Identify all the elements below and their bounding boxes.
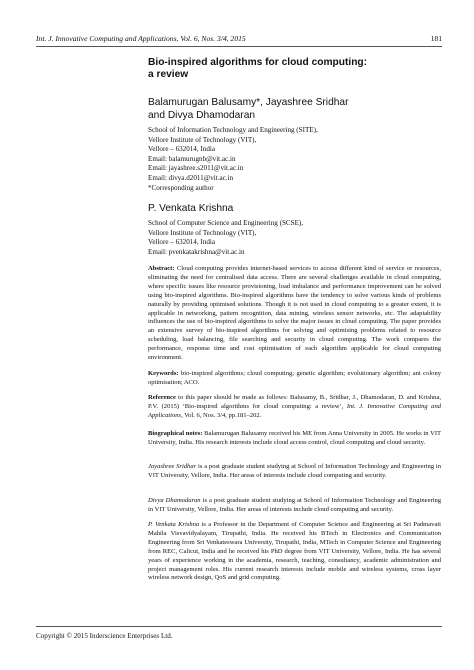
email-line: Email: jayashree.s2011@vit.ac.in <box>148 164 244 173</box>
email-line: Email: balamurugnb@vit.ac.in <box>148 154 236 163</box>
reference-journal: Int. J. Innovative Computing and Applications, <box>148 402 441 419</box>
running-head <box>36 34 442 43</box>
reference-volume: Vol. 6, Nos. 3/4, pp.181–202. <box>184 411 262 419</box>
affiliation-line: Vellore – 632014, India <box>148 238 215 247</box>
reference-label: Reference <box>148 394 176 401</box>
author-list <box>148 96 438 122</box>
affiliation-line: Vellore Institute of Technology (VIT), <box>148 228 257 237</box>
keywords-label: Keywords: <box>148 370 179 377</box>
authors-line: Balamurugan Balusamy*, Jayashree Sridhar <box>148 97 349 108</box>
email-line: Email: pvenkatakrishna@vit.ac.in <box>148 247 245 256</box>
second-author: P. Venkata Krishna <box>148 203 234 214</box>
affiliation-line: Vellore Institute of Technology (VIT), <box>148 135 257 144</box>
email-line: Email: divya.d2011@vit.ac.in <box>148 173 234 182</box>
footer-rule <box>36 626 442 627</box>
bio-text: is a post graduate student studying at School of Information Technology and Engineering in VIT University, Vellore, India. Her areas of interests include cloud computing and security. <box>148 497 442 513</box>
corresponding-note: *Corresponding author <box>148 183 214 192</box>
reference <box>148 394 441 421</box>
bio-text: is a post graduate student studying at School of Information Technology and Engineering in VIT University, Vellore, India. Her areas of interests include cloud computing and security. <box>148 463 441 479</box>
copyright-notice: Copyright © 2015 Inderscience Enterprises Ltd. <box>36 632 173 640</box>
authors-line: and Divya Dhamodaran <box>148 110 256 121</box>
journal-citation: Int. J. Innovative Computing and Applications, Vol. 6, Nos. 3/4, 2015 <box>36 34 246 43</box>
affiliation-line: Vellore – 632014, India <box>148 145 215 154</box>
bio-jayashree <box>148 463 441 481</box>
paper-title <box>148 57 438 81</box>
header-rule <box>36 46 442 47</box>
abstract-label: Abstract: <box>148 265 175 272</box>
title-line: a review <box>148 69 189 80</box>
title-line: Bio-inspired algorithms for cloud computing: <box>148 57 368 68</box>
bio-label: Biographical notes: <box>148 430 203 437</box>
abstract-text: Cloud computing provides internet-based services to access different kind of service or resources, eliminating the need for centralised data access. There are several challenges available in cloud computing, where specific issues like resource provisioning, load imbalance and performance improvement can be solved using bio-inspired algorithms. Bio-inspired algorithms have the tendency to solve various kinds of problems naturally by providing optimised solutions. Though it is not used in cloud computing to a greater extent, it is applicable in networking, pattern recognition, data mining, wireless sensor networks, etc. The adaptability influences the use of bio-inspired algorithms to solve the major issues in cloud computing. The paper provides an extensive survey of bio-inspired algorithms for solving and optimising problems related to resource scheduling, load balancing, file searching and security in cloud computing. The work compares the performance, response time and cost optimisation of each algorithm applicable for cloud computing environment. <box>148 265 441 362</box>
biographical-notes <box>148 430 441 448</box>
bio-venkata-krishna <box>148 521 441 583</box>
affiliation-line: School of Computer Science and Engineering (SCSE), <box>148 219 304 227</box>
bio-text: Balamurugan Balusamy received his ME from Anna University in 2005. He works in VIT University, India. His research interests include cloud access control, cloud computing and cloud security. <box>148 430 441 446</box>
bio-text: is a Professor in the Department of Computer Science and Engineering at Sri Padmavati Mahila Visvavidyalayam, Tirupathi, India. He received his BTech in Electronics and Communication Engineering from Sri Venkateswara University, Tirupathi, India, MTech in Computer Science and Engineering from REC, Calicut, India and he received his PhD degree from VIT University, Vellore, India. He has several years of experience working in the academia, research, teaching, consultancy, academic administration and project management roles. His current research interests include mobile and wireless systems, cross layer wireless network design, QoS and grid computing. <box>148 521 441 582</box>
reference-text: to this paper should be made as follows: Balusamy, B., Sridhar, J., Dhamodaran, D. and Krishna, P.V. (2015) ‘Bio-inspired algorithms for cloud computing: a review’, <box>148 394 441 410</box>
bio-name: P. Venkata Krishna <box>148 521 200 528</box>
bio-name: Divya Dhamodaran <box>148 497 201 504</box>
bio-divya <box>148 497 441 515</box>
abstract <box>148 265 441 363</box>
keywords-text: bio-inspired algorithms; cloud computing; genetic algorithm; evolutionary algorithm; ant colony optimisation; ACO. <box>148 370 442 386</box>
affiliation-line: School of Information Technology and Engineering (SITE), <box>148 126 318 134</box>
affiliation-block-2 <box>148 219 438 257</box>
bio-name: Jayashree Sridhar <box>148 463 197 470</box>
page-number: 181 <box>430 34 442 43</box>
keywords <box>148 370 441 388</box>
affiliation-block <box>148 126 438 193</box>
